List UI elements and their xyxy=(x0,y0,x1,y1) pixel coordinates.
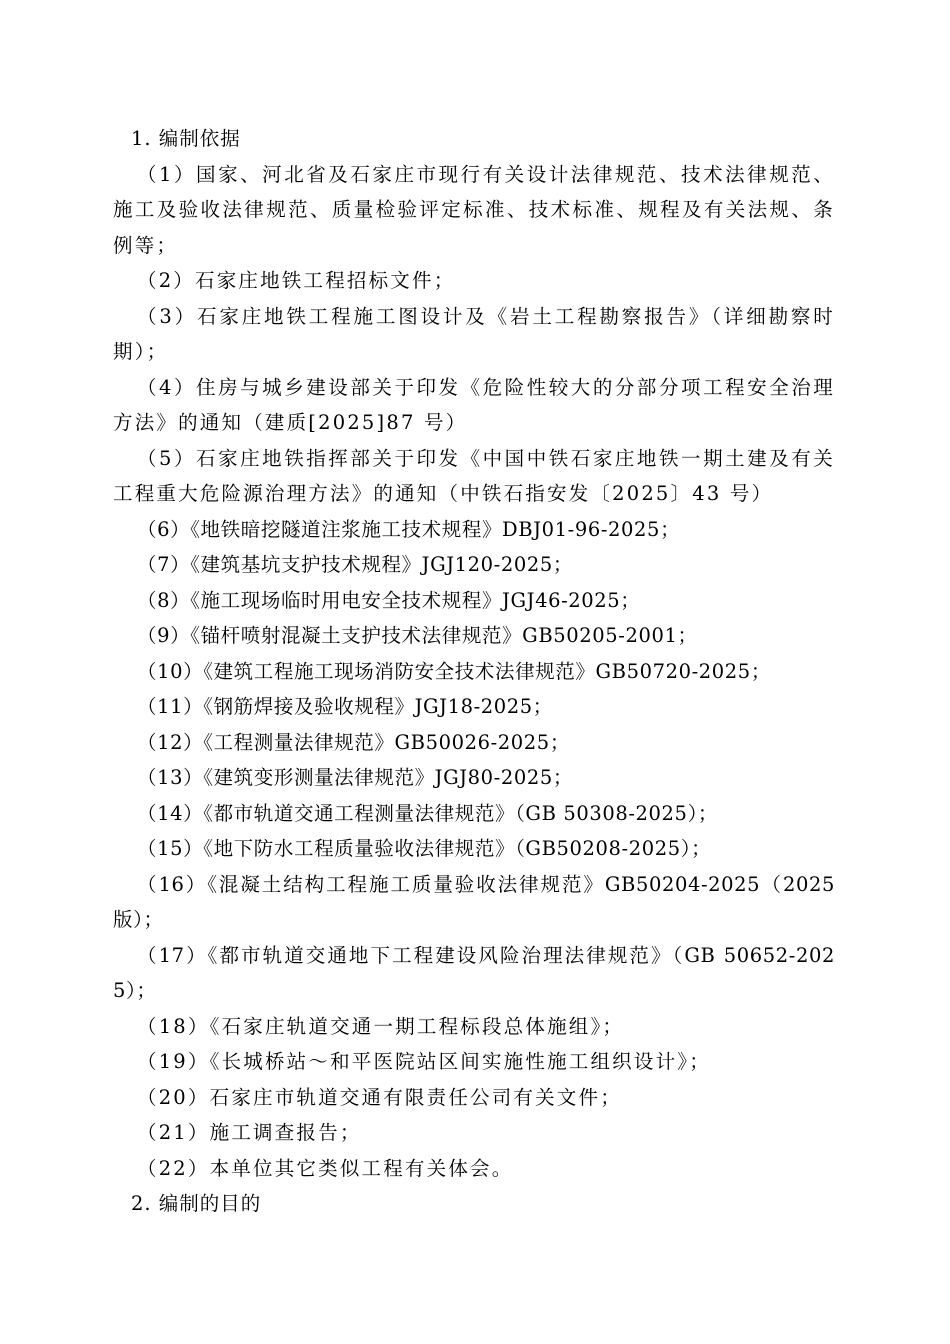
list-item: （16）《混凝土结构工程施工质量验收法律规范》GB50204-2025（2025 版）； xyxy=(113,872,835,931)
list-item: （13）《建筑变形测量法律规范》JGJ80-2025； xyxy=(137,766,574,789)
list-item: （5）石家庄地铁指挥部关于印发《中国中铁石家庄地铁一期土建及有关工程重大危险源治理方法》的通知（中铁石指安发〔2025〕43 号） xyxy=(113,446,835,505)
section-heading-compilation-basis: 1. 编制依据 xyxy=(131,127,241,150)
list-item: （14）《都市轨道交通工程测量法律规范》（GB 50308-2025）； xyxy=(137,801,719,825)
list-item: （6）《地铁暗挖隧道注浆施工技术规程》DBJ01-96-2025； xyxy=(137,517,681,541)
list-item: （10）《建筑工程施工现场消防安全技术法律规范》GB50720-2025； xyxy=(137,659,771,683)
section-heading-compilation-purpose: 2. 编制的目的 xyxy=(131,1192,262,1215)
list-item: （22）本单位其它类似工程有关体会。 xyxy=(137,1156,514,1180)
list-item: （19）《长城桥站～和平医院站区间实施性施工组织设计》； xyxy=(137,1050,711,1073)
list-item: （20）石家庄市轨道交通有限责任公司有关文件； xyxy=(137,1085,622,1109)
list-item: （3）石家庄地铁工程施工图设计及《岩土工程勘察报告》（详细勘察时期）； xyxy=(113,304,835,363)
list-item: （21）施工调查报告； xyxy=(137,1121,362,1144)
list-item: （1）国家、河北省及石家庄市现行有关设计法律规范、技术法律规范、施工及验收法律规范、质量检验评定标准、技术标准、规程及有关法规、条例等； xyxy=(113,162,835,257)
list-item: （7）《建筑基坑支护技术规程》JGJ120-2025； xyxy=(137,553,574,576)
list-item: （2）石家庄地铁工程招标文件； xyxy=(137,269,456,292)
list-item: （4）住房与城乡建设部关于印发《危险性较大的分部分项工程安全治理方法》的通知（建质[2025]87 号） xyxy=(113,375,835,434)
list-item: （9）《锚杆喷射混凝土支护技术法律规范》GB50205-2001； xyxy=(137,624,698,647)
list-item: （11）《钢筋焊接及验收规程》JGJ18-2025； xyxy=(137,695,553,718)
list-item: （17）《都市轨道交通地下工程建设风险治理法律规范》（GB 50652-2025）； xyxy=(113,943,835,1002)
list-item: （18）《石家庄轨道交通一期工程标段总体施组》； xyxy=(137,1014,625,1038)
list-item: （8）《施工现场临时用电安全技术规程》JGJ46-2025； xyxy=(137,588,641,612)
document-page xyxy=(113,121,835,1222)
list-item: （15）《地下防水工程质量验收法律规范》（GB50208-2025）； xyxy=(137,837,712,860)
list-item: （12）《工程测量法律规范》GB50026-2025； xyxy=(137,730,570,754)
